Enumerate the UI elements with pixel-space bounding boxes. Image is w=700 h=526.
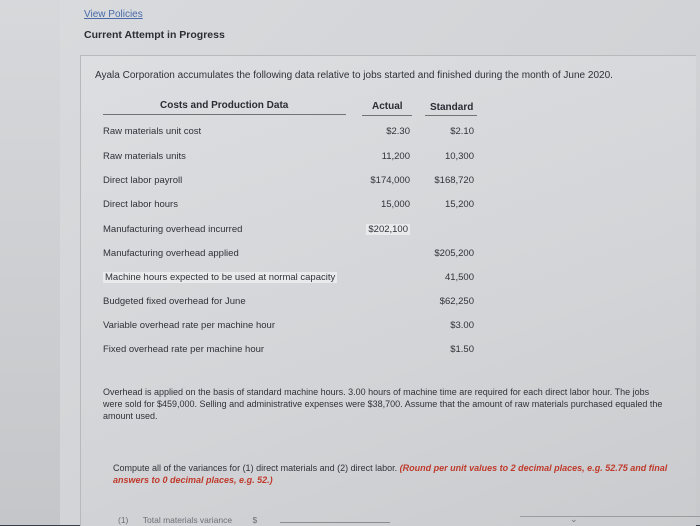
row-label: Raw materials unit cost bbox=[103, 126, 202, 137]
row-actual: $174,000 bbox=[370, 175, 410, 186]
answer-label: Total materials variance bbox=[142, 515, 233, 525]
row-actual: $2.30 bbox=[386, 126, 410, 137]
row-label: Fixed overhead rate per machine hour bbox=[103, 344, 265, 355]
view-policies-link[interactable]: View Policies bbox=[84, 9, 143, 20]
row-standard: $2.10 bbox=[450, 126, 474, 137]
table-row bbox=[103, 126, 478, 142]
header-divider bbox=[362, 115, 412, 116]
table-header-label: Costs and Production Data bbox=[160, 100, 289, 111]
row-actual: 11,200 bbox=[381, 151, 410, 162]
rounding-note: (Round per unit values to 2 decimal places, e.g. 52.75 and final answers to 0 decimal places, e.g. 52.) bbox=[113, 463, 668, 485]
row-standard: $205,200 bbox=[434, 248, 474, 259]
table-row bbox=[103, 296, 478, 312]
row-label: Raw materials units bbox=[103, 151, 186, 162]
problem-intro: Ayala Corporation accumulates the following data relative to jobs started and finished during the month of June 2020. bbox=[95, 70, 613, 81]
table-row bbox=[103, 175, 478, 191]
chevron-down-icon[interactable]: ⌄ bbox=[570, 514, 578, 524]
row-label: Manufacturing overhead incurred bbox=[103, 224, 243, 235]
table-header-standard: Standard bbox=[430, 102, 474, 113]
header-divider bbox=[425, 115, 477, 116]
row-standard: $168,720 bbox=[434, 175, 474, 186]
row-label: Direct labor payroll bbox=[103, 175, 183, 186]
currency-symbol: $ bbox=[252, 515, 258, 525]
table-row bbox=[103, 224, 478, 240]
table-row bbox=[103, 320, 478, 336]
row-standard: $62,250 bbox=[439, 296, 474, 307]
row-standard: 15,200 bbox=[444, 199, 474, 210]
row-standard: $1.50 bbox=[450, 344, 474, 355]
answer-number: (1) bbox=[118, 515, 129, 525]
row-actual: $202,100 bbox=[368, 224, 408, 235]
table-row bbox=[103, 248, 478, 264]
total-materials-variance-input[interactable] bbox=[280, 522, 390, 523]
row-label: Manufacturing overhead applied bbox=[103, 248, 239, 259]
table-row bbox=[103, 344, 478, 360]
table-row bbox=[103, 272, 478, 288]
row-label: Variable overhead rate per machine hour bbox=[103, 320, 275, 331]
compute-text: Compute all of the variances for (1) direct materials and (2) direct labor. bbox=[113, 463, 398, 473]
header-divider bbox=[103, 114, 346, 115]
table-header-actual: Actual bbox=[372, 101, 403, 112]
row-label: Direct labor hours bbox=[103, 199, 178, 210]
overhead-paragraph: Overhead is applied on the basis of standard machine hours. 3.00 hours of machine time are required for each direct labor hour. The jobs were sold for $459,000. Selling and administrative expenses were $38,700. Assume that the amount of raw materials purchased equaled the amount used. bbox=[103, 387, 663, 421]
row-actual: 15,000 bbox=[380, 199, 410, 210]
row-label: Budgeted fixed overhead for June bbox=[103, 296, 246, 307]
table-row bbox=[103, 151, 478, 167]
row-standard: 10,300 bbox=[444, 151, 474, 162]
row-standard: 41,500 bbox=[444, 272, 474, 283]
answer-row bbox=[118, 515, 390, 525]
compute-instructions bbox=[113, 462, 673, 486]
row-standard: $3.00 bbox=[450, 320, 474, 331]
table-row bbox=[103, 199, 478, 215]
attempt-status: Current Attempt in Progress bbox=[84, 29, 225, 41]
row-label: Machine hours expected to be used at normal capacity bbox=[105, 272, 336, 283]
